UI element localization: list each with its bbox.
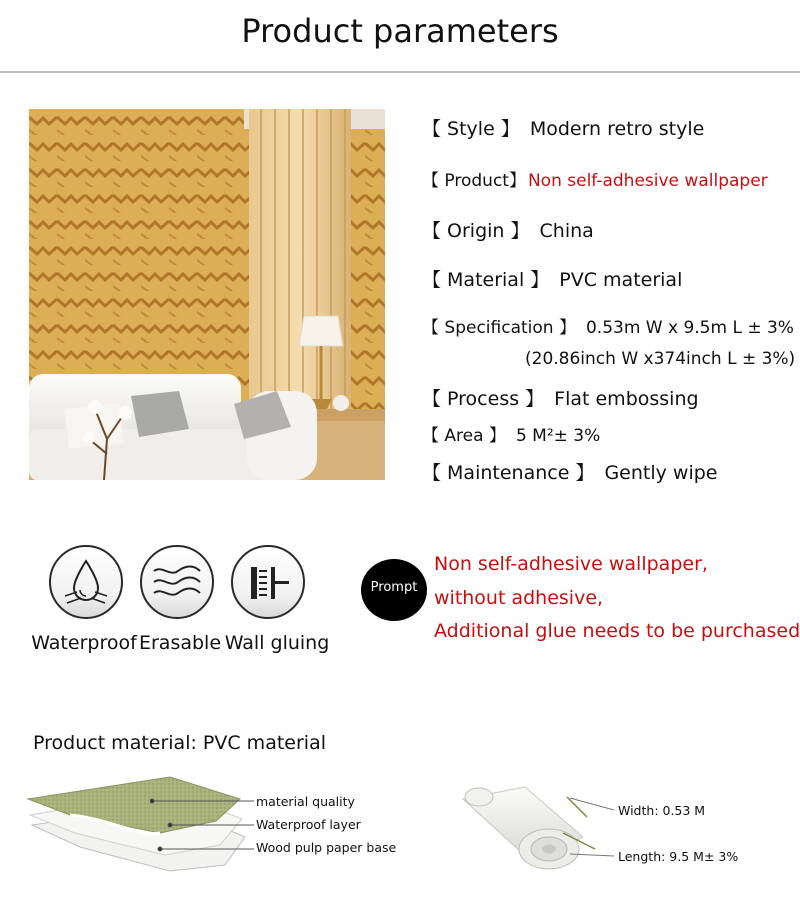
roll-width-label: Width: 0.53 M — [618, 803, 706, 818]
room-illustration — [29, 109, 385, 480]
spec-value: 5 M²± 3% — [515, 426, 601, 446]
spec-key: 【 Specification 】 — [422, 318, 576, 338]
wall-gluing-icon — [233, 547, 303, 617]
prompt-badge-label: Prompt — [370, 580, 418, 595]
material-title: Product material: PVC material — [33, 732, 326, 754]
layer-label-material-quality: material quality — [256, 794, 355, 809]
feature-waterproof-label: Waterproof — [31, 632, 137, 654]
feature-wall-gluing — [231, 545, 305, 619]
roll-dimension-lines — [568, 788, 622, 868]
spec-specification-inch — [525, 349, 795, 369]
spec-key: 【 Material 】 — [422, 269, 550, 291]
spec-area — [422, 421, 600, 446]
layer-label-paper-base: Wood pulp paper base — [256, 840, 397, 855]
spec-key: 【 Area 】 — [422, 426, 506, 446]
spec-value: Non self-adhesive wallpaper — [527, 171, 768, 191]
water-drop-icon — [51, 547, 121, 617]
spec-value: 0.53m W x 9.5m L ± 3% — [585, 318, 794, 338]
roll-length-label: Length: 9.5 M± 3% — [618, 849, 739, 864]
spec-key: 【 Product】 — [422, 171, 526, 191]
spec-process — [422, 384, 699, 411]
layer-label-waterproof: Waterproof layer — [256, 817, 361, 832]
spec-value: China — [539, 220, 594, 242]
spec-value: Modern retro style — [529, 118, 705, 140]
spec-value: PVC material — [559, 269, 683, 291]
prompt-line-1: Non self-adhesive wallpaper, — [434, 553, 708, 575]
feature-waterproof — [49, 545, 123, 619]
page-title: Product parameters — [241, 12, 559, 50]
spec-key: 【 Style 】 — [422, 118, 520, 140]
prompt-line-3: Additional glue needs to be purchased — [434, 620, 800, 642]
room-photo — [29, 109, 385, 480]
spec-key: 【 Maintenance 】 — [422, 462, 595, 484]
feature-erasable — [140, 545, 214, 619]
spec-key: 【 Origin 】 — [422, 220, 530, 242]
spec-value: Gently wipe — [604, 462, 718, 484]
title-divider — [0, 71, 800, 73]
spec-product — [422, 166, 768, 191]
wave-lines-icon — [142, 547, 212, 617]
prompt-line-2: without adhesive, — [434, 587, 604, 609]
feature-erasable-label: Erasable — [138, 632, 222, 654]
spec-style — [422, 114, 704, 141]
spec-value: (20.86inch W x374inch L ± 3%) — [525, 349, 796, 369]
layer-leader-lines — [150, 795, 258, 855]
spec-material — [422, 265, 682, 292]
spec-value: Flat embossing — [554, 388, 699, 410]
spec-maintenance — [422, 458, 718, 485]
spec-origin — [422, 216, 594, 243]
spec-specification — [422, 313, 794, 338]
feature-wall-gluing-label: Wall gluing — [224, 632, 330, 654]
spec-key: 【 Process 】 — [422, 388, 545, 410]
